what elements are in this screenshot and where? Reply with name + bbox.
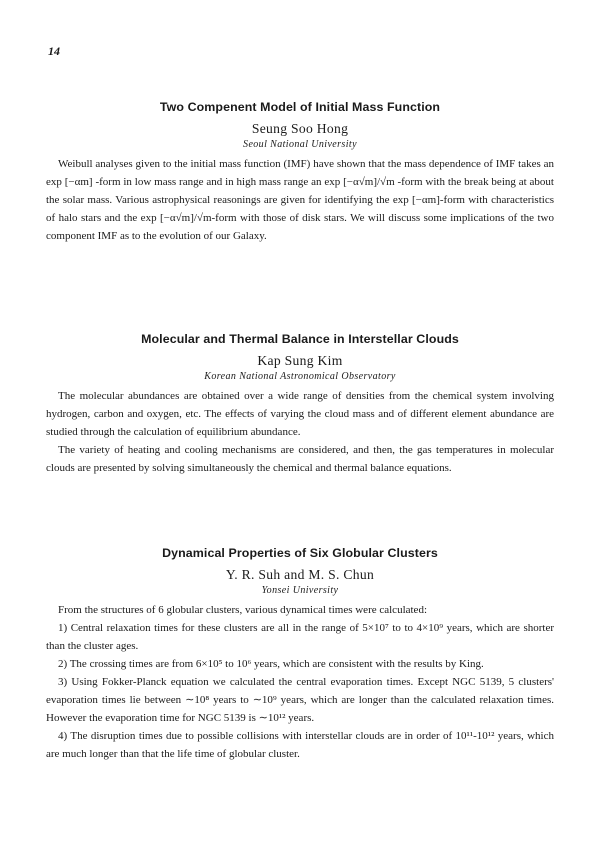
article-author: Kap Sung Kim: [257, 353, 343, 368]
article-affiliation: Seoul National University: [243, 139, 357, 150]
article-imf: [46, 100, 554, 245]
page-number: 14: [48, 44, 60, 58]
article-affiliation: Yonsei University: [261, 585, 339, 596]
article-abstract: [46, 601, 554, 763]
article-author: Seung Soo Hong: [251, 121, 349, 136]
abstract-paragraph: The molecular abundances are obtained over a wide range of densities from the chemical system involving hydrogen, carbon and oxygen, etc. The effects of varying the cloud mass and of different element abundance are studied through the calculation of equilibrium abundance.: [46, 390, 554, 438]
abstract-paragraph: From the structures of 6 globular clusters, various dynamical times were calculated:: [58, 604, 427, 616]
article-abstract: [46, 387, 554, 477]
abstract-paragraph: 1) Central relaxation times for these clusters are all in the range of 5×10⁷ to to 4×10⁹ years, which are shorter than the cluster ages.: [46, 622, 554, 652]
article-affiliation: Korean National Astronomical Observatory: [204, 371, 396, 382]
article-title: Two Compenent Model of Initial Mass Function: [159, 100, 441, 114]
abstract-paragraph: Weibull analyses given to the initial mass function (IMF) have shown that the mass dependence of IMF takes an exp [−αm] -form in low mass range and in high mass range an exp [−α√m]/√m -form with the break being at about the solar mass. Various astrophysical reasonings are given for identifying the exp [−αm]-form with characteristics of halo stars and the exp [−α√m]/√m-form with those of disk stars. We will discuss some implications of the two component IMF as to the evolution of our Galaxy.: [46, 158, 554, 242]
article-title: Molecular and Thermal Balance in Interstellar Clouds: [141, 332, 459, 346]
article-abstract: [46, 155, 554, 245]
article-interstellar-clouds: [46, 332, 554, 477]
article-author: Y. R. Suh and M. S. Chun: [225, 567, 375, 582]
abstract-paragraph: 4) The disruption times due to possible collisions with interstellar clouds are in order of 10¹¹-10¹² years, which are much longer than that the life time of globular cluster.: [46, 730, 554, 760]
abstract-paragraph: 3) Using Fokker-Planck equation we calculated the central evaporation times. Except NGC 5139, 5 clusters' evaporation times lie between ∼10⁸ years to ∼10⁹ years, which are longer than the calculated relaxation times. However the evaporation time for NGC 5139 is ∼10¹² years.: [46, 676, 554, 724]
abstract-paragraph: 2) The crossing times are from 6×10⁵ to 10⁶ years, which are consistent with the results by King.: [58, 658, 484, 670]
abstract-paragraph: The variety of heating and cooling mechanisms are considered, and then, the gas temperatures in molecular clouds are presented by solving simultaneously the chemical and thermal balance equations.: [46, 444, 554, 474]
article-globular-clusters: [46, 546, 554, 763]
article-title: Dynamical Properties of Six Globular Clusters: [162, 546, 438, 560]
